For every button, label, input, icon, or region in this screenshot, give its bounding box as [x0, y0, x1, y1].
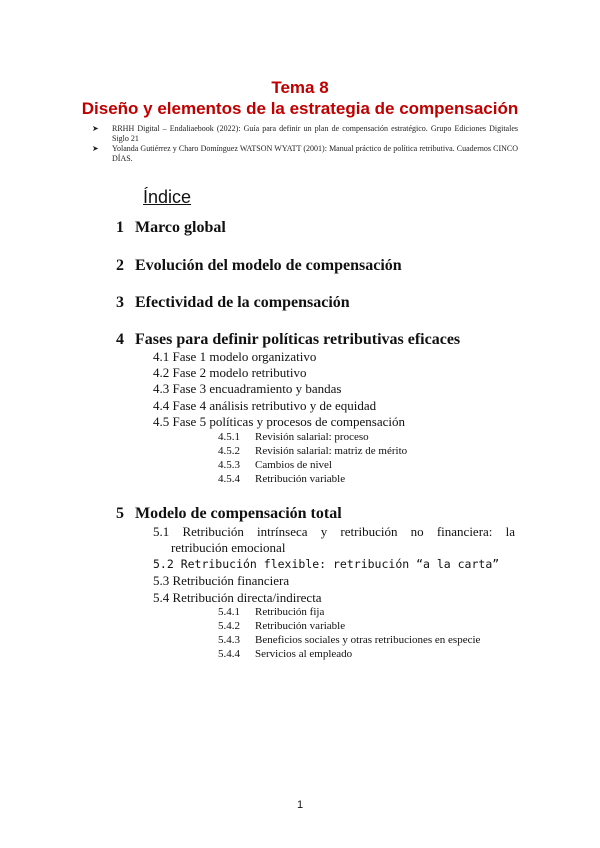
index-heading: Índice	[143, 187, 192, 207]
toc-subsection: 5.2 Retribución flexible: retribución “a la carta”	[153, 557, 500, 571]
section-title: Evolución del modelo de compensación	[135, 257, 402, 274]
section-number: 2	[116, 257, 124, 274]
subsubsection-title: Cambios de nivel	[255, 459, 332, 471]
reference-item	[92, 124, 518, 143]
toc-subsection: 4.5 Fase 5 políticas y procesos de compensación	[153, 414, 405, 429]
subsubsection-title: Beneficios sociales y otras retribuciones en especie	[255, 634, 481, 646]
toc-subsubsection	[218, 606, 324, 618]
toc-subsubsection	[218, 445, 407, 457]
subsection-line-2: retribución emocional	[171, 540, 286, 555]
section-title: Modelo de compensación total	[135, 505, 342, 522]
subsubsection-number: 4.5.4	[218, 473, 240, 485]
toc-subsubsection	[218, 634, 480, 646]
section-number: 1	[116, 219, 124, 236]
section-title: Marco global	[135, 219, 226, 236]
subsection-line-1: 5.1 Retribución intrínseca y retribución no financiera: la	[153, 524, 515, 539]
toc-section-2	[116, 257, 402, 275]
subsubsection-number: 5.4.1	[218, 606, 240, 618]
toc-subsection: 4.2 Fase 2 modelo retributivo	[153, 365, 307, 380]
subsubsection-title: Revisión salarial: matriz de mérito	[255, 445, 408, 457]
subsubsection-number: 5.4.4	[218, 648, 240, 660]
section-number: 5	[116, 505, 124, 522]
section-title: Efectividad de la compensación	[135, 294, 350, 311]
subsubsection-title: Revisión salarial: proceso	[255, 431, 369, 443]
subsubsection-number: 4.5.2	[218, 445, 240, 457]
toc-subsection: 4.1 Fase 1 modelo organizativo	[153, 349, 317, 364]
references-list	[92, 124, 518, 164]
subsubsection-title: Retribución fija	[255, 606, 325, 618]
page-number: 1	[296, 799, 304, 811]
section-number: 3	[116, 294, 124, 311]
subsubsection-number: 4.5.1	[218, 431, 240, 443]
toc-subsubsection	[218, 620, 345, 632]
toc-subsection: 4.3 Fase 3 encuadramiento y bandas	[153, 381, 342, 396]
toc-subsection: 4.4 Fase 4 análisis retributivo y de equidad	[153, 398, 377, 413]
reference-text: Yolanda Gutiérrez y Charo Domínguez WATSON WYATT (2001): Manual práctico de política retributiva. Cuadernos CINCO DÍAS.	[112, 144, 518, 163]
subsubsection-title: Retribución variable	[255, 473, 346, 485]
toc-section-4	[116, 331, 460, 349]
arrowhead-bullet-icon: ➤	[92, 144, 99, 153]
section-number: 4	[116, 331, 124, 348]
reference-item	[92, 144, 518, 163]
subsubsection-number: 5.4.2	[218, 620, 240, 632]
toc-section-3	[116, 294, 350, 312]
section-title: Fases para definir políticas retributivas eficaces	[135, 331, 461, 348]
subsubsection-number: 5.4.3	[218, 634, 240, 646]
subsubsection-title: Servicios al empleado	[255, 648, 353, 660]
toc-subsubsection	[218, 459, 332, 471]
topic-number: Tema 8	[271, 78, 329, 97]
toc-section-5	[116, 505, 342, 523]
toc-subsubsection	[218, 431, 369, 443]
toc-subsection-wrapped	[153, 524, 515, 556]
subsubsection-number: 4.5.3	[218, 459, 240, 471]
toc-subsection: 5.4 Retribución directa/indirecta	[153, 590, 322, 605]
reference-text: RRHH Digital – Endaliaebook (2022): Guía para definir un plan de compensación estratégico. Grupo Ediciones Digitales Siglo 21	[112, 124, 518, 143]
arrowhead-bullet-icon: ➤	[92, 124, 99, 133]
toc-subsection: 5.3 Retribución financiera	[153, 573, 290, 588]
subsubsection-title: Retribución variable	[255, 620, 346, 632]
document-title: Diseño y elementos de la estrategia de compensación	[81, 99, 519, 118]
toc-section-1	[116, 219, 226, 237]
toc-subsubsection	[218, 473, 345, 485]
toc-subsubsection	[218, 648, 352, 660]
